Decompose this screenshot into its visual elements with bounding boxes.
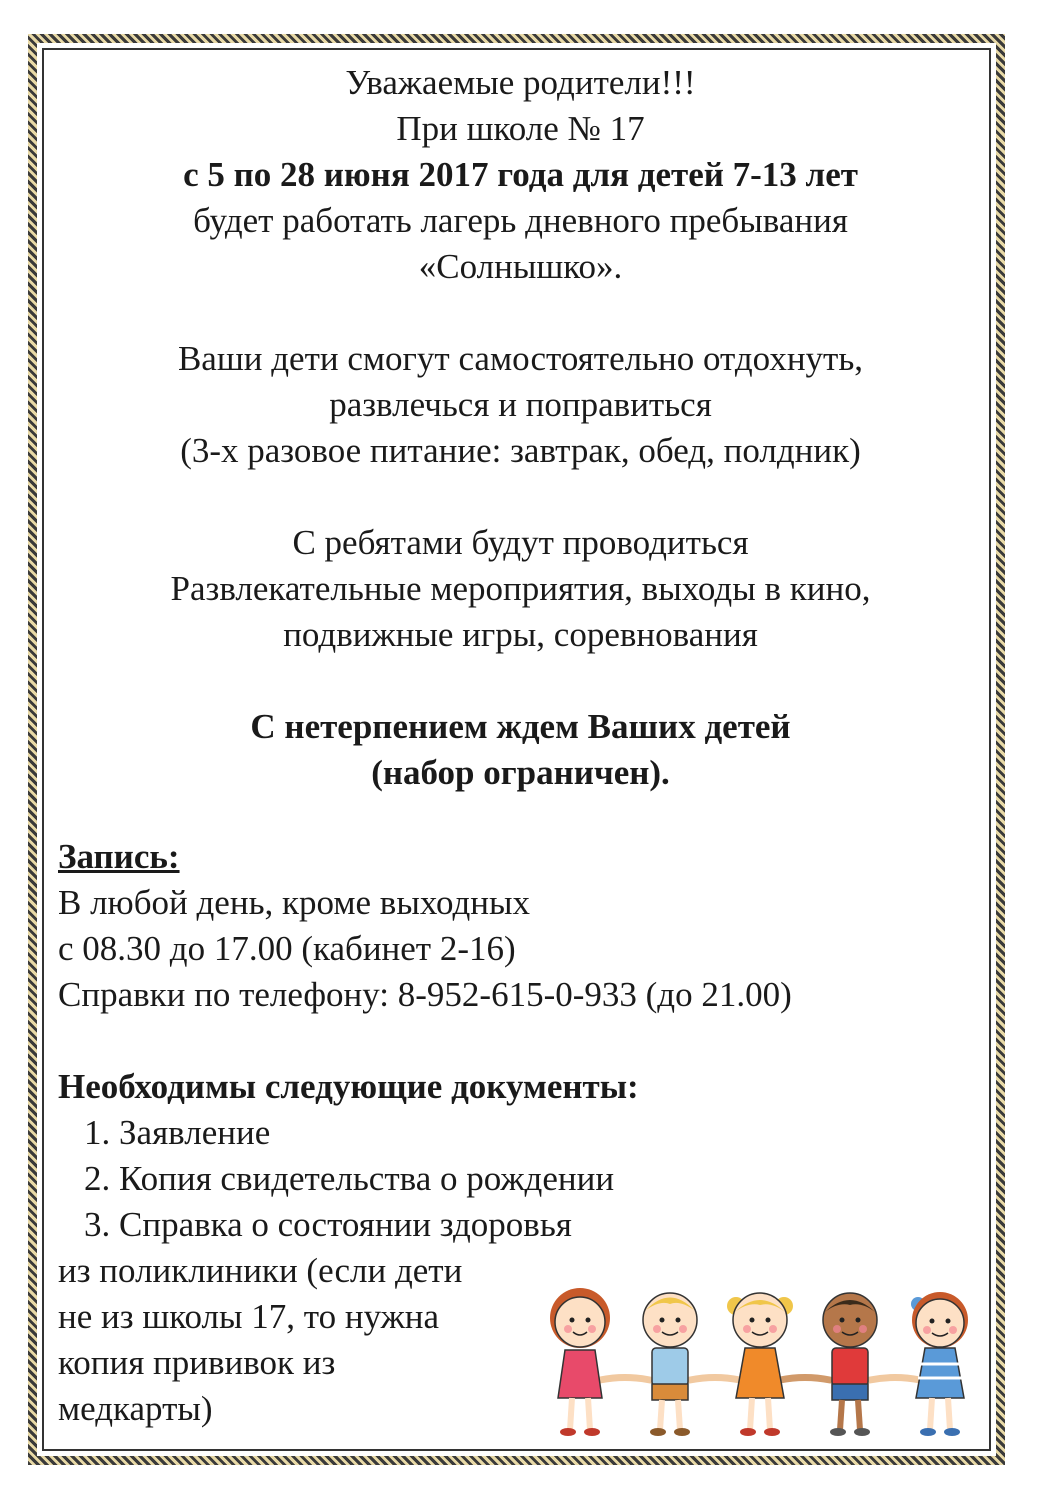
benefits-line-1: Ваши дети смогут самостоятельно отдохнуть, <box>177 339 864 378</box>
document-note-3: копия прививок из <box>58 1343 336 1382</box>
camp-name: «Солнышко». <box>418 247 623 286</box>
greeting: Уважаемые родители!!! <box>345 63 696 102</box>
invite-line-2: (набор ограничен). <box>371 753 670 792</box>
document-note-4: медкарты) <box>58 1389 213 1428</box>
invite-block <box>58 704 983 796</box>
invite-line-1: С нетерпением ждем Ваших детей <box>250 707 791 746</box>
document-item-1: 1. Заявление <box>84 1113 271 1152</box>
dates-line: с 5 по 28 июня 2017 года для детей 7-13 лет <box>183 155 858 194</box>
child-5 <box>911 1292 968 1436</box>
child-3 <box>727 1293 793 1436</box>
benefits-line-2: развлечься и поправиться <box>329 385 712 424</box>
registration-line-2: с 08.30 до 17.00 (кабинет 2-16) <box>58 929 516 968</box>
activities-line-1: С ребятами будут проводиться <box>292 523 749 562</box>
document-note-1: из поликлиники (если дети <box>58 1251 463 1290</box>
camp-line: будет работать лагерь дневного пребывания <box>193 201 848 240</box>
document-item-3: 3. Справка о состоянии здоровья <box>84 1205 572 1244</box>
registration-line-3: Справки по телефону: 8-952-615-0-933 (до 21.00) <box>58 975 792 1014</box>
notice-content <box>58 60 988 1432</box>
benefits-line-3: (3-х разовое питание: завтрак, обед, полдник) <box>180 431 861 470</box>
document-note-2: не из школы 17, то нужна <box>58 1297 440 1336</box>
document-item-2: 2. Копия свидетельства о рождении <box>84 1159 615 1198</box>
benefits-block <box>58 336 983 474</box>
school-line: При школе № 17 <box>396 109 645 148</box>
activities-line-3: подвижные игры, соревнования <box>283 615 758 654</box>
registration-block <box>58 834 988 1018</box>
child-2 <box>643 1293 697 1436</box>
header-block <box>58 60 983 290</box>
activities-line-2: Развлекательные мероприятия, выходы в кино, <box>170 569 871 608</box>
registration-line-1: В любой день, кроме выходных <box>58 883 531 922</box>
child-4 <box>823 1293 877 1436</box>
children-holding-hands-icon <box>540 1280 1000 1440</box>
activities-block <box>58 520 983 658</box>
child-1 <box>550 1288 610 1436</box>
registration-heading: Запись: <box>58 837 180 876</box>
documents-heading: Необходимы следующие документы: <box>58 1067 639 1106</box>
